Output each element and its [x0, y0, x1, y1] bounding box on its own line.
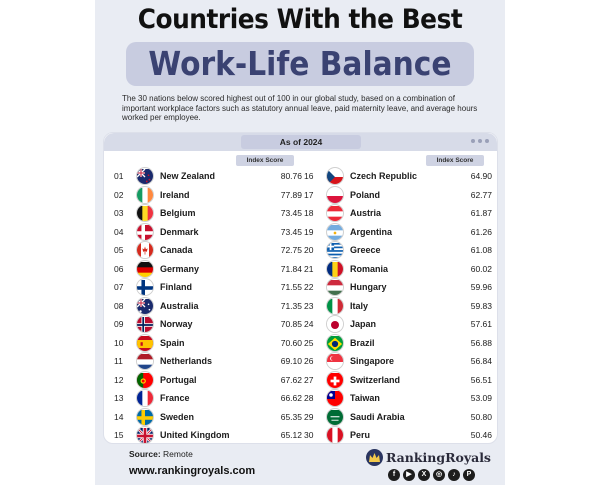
- source-label: Source:: [129, 449, 161, 459]
- rank-number: 24: [304, 319, 314, 330]
- rank-number: 26: [304, 356, 314, 367]
- rank-number: 04: [114, 226, 124, 237]
- country-name: Taiwan: [350, 393, 380, 404]
- index-score: 71.84: [280, 263, 302, 274]
- index-score: 73.45: [280, 226, 302, 237]
- ranking-row: [114, 426, 304, 445]
- title-band: [126, 42, 474, 86]
- rank-number: 19: [304, 226, 314, 237]
- finland-flag-icon: [136, 278, 154, 296]
- country-name: United Kingdom: [160, 430, 230, 441]
- switzerland-flag-icon: [326, 371, 344, 389]
- country-name: Austria: [350, 208, 382, 219]
- index-score: 69.10: [280, 356, 302, 367]
- rank-number: 27: [304, 374, 314, 385]
- rank-number: 06: [114, 263, 124, 274]
- country-name: Belgium: [160, 208, 196, 219]
- index-score: 50.46: [470, 430, 492, 441]
- country-name: Canada: [160, 245, 193, 256]
- spain-flag-icon: [136, 334, 154, 352]
- country-name: Germany: [160, 263, 200, 274]
- infographic-poster: [95, 0, 505, 485]
- rank-number: 25: [304, 337, 314, 348]
- index-score: 65.35: [280, 411, 302, 422]
- card-header: [104, 133, 497, 151]
- index-score: 62.77: [470, 189, 492, 200]
- ranking-row: [114, 315, 304, 334]
- country-name: Romania: [350, 263, 389, 274]
- country-name: Portugal: [160, 374, 197, 385]
- as-of-badge: As of 2024: [241, 135, 361, 149]
- country-name: Hungary: [350, 282, 387, 293]
- ranking-row: [304, 223, 494, 242]
- country-name: Denmark: [160, 226, 199, 237]
- new-zealand-flag-icon: [136, 167, 154, 185]
- country-name: Spain: [160, 337, 185, 348]
- ranking-row: [114, 278, 304, 297]
- country-name: Singapore: [350, 356, 395, 367]
- index-score: 67.62: [280, 374, 302, 385]
- country-name: Saudi Arabia: [350, 411, 405, 422]
- ranking-row: [304, 167, 494, 186]
- index-score: 61.26: [470, 226, 492, 237]
- index-score: 66.62: [280, 393, 302, 404]
- pinterest-icon[interactable]: P: [463, 469, 475, 481]
- ireland-flag-icon: [136, 186, 154, 204]
- netherlands-flag-icon: [136, 352, 154, 370]
- sweden-flag-icon: [136, 408, 154, 426]
- index-score: 70.60: [280, 337, 302, 348]
- brand-name: RankingRoyals: [386, 450, 491, 465]
- country-name: Norway: [160, 319, 193, 330]
- rank-number: 18: [304, 208, 314, 219]
- country-name: Japan: [350, 319, 377, 330]
- index-score: 71.35: [280, 300, 302, 311]
- index-score: 80.76: [280, 171, 302, 182]
- austria-flag-icon: [326, 204, 344, 222]
- rank-number: 11: [114, 356, 123, 367]
- country-name: Sweden: [160, 411, 195, 422]
- index-score: 59.96: [470, 282, 492, 293]
- index-score: 65.12: [280, 430, 302, 441]
- country-name: Italy: [350, 300, 369, 311]
- peru-flag-icon: [326, 426, 344, 444]
- united-kingdom-flag-icon: [136, 426, 154, 444]
- ranking-row: [114, 260, 304, 279]
- rank-number: 17: [304, 189, 314, 200]
- country-name: Switzerland: [350, 374, 401, 385]
- rank-number: 10: [114, 337, 124, 348]
- dots-icon: [471, 139, 489, 143]
- ranking-row: [114, 371, 304, 390]
- index-score: 56.51: [470, 374, 492, 385]
- ranking-row: [304, 241, 494, 260]
- brazil-flag-icon: [326, 334, 344, 352]
- rank-number: 15: [114, 430, 124, 441]
- portugal-flag-icon: [136, 371, 154, 389]
- ranking-row: [114, 297, 304, 316]
- saudi-arabia-flag-icon: [326, 408, 344, 426]
- rank-number: 05: [114, 245, 124, 256]
- index-score: 60.02: [470, 263, 492, 274]
- country-name: France: [160, 393, 190, 404]
- tiktok-icon[interactable]: ♪: [448, 469, 460, 481]
- ranking-row: [304, 371, 494, 390]
- ranking-row: [304, 260, 494, 279]
- ranking-row: [304, 278, 494, 297]
- ranking-row: [304, 334, 494, 353]
- ranking-row: [304, 408, 494, 427]
- taiwan-flag-icon: [326, 389, 344, 407]
- country-name: New Zealand: [160, 171, 216, 182]
- country-name: Peru: [350, 430, 371, 441]
- index-score: 70.85: [280, 319, 302, 330]
- ranking-row: [304, 186, 494, 205]
- index-score: 61.87: [470, 208, 492, 219]
- crown-icon: [366, 449, 383, 466]
- rank-number: 03: [114, 208, 124, 219]
- rank-number: 20: [304, 245, 314, 256]
- rank-number: 14: [114, 411, 124, 422]
- rank-number: 28: [304, 393, 314, 404]
- ranking-row: [114, 352, 304, 371]
- rank-number: 29: [304, 411, 314, 422]
- ranking-row: [304, 426, 494, 445]
- germany-flag-icon: [136, 260, 154, 278]
- france-flag-icon: [136, 389, 154, 407]
- hungary-flag-icon: [326, 278, 344, 296]
- index-score: 53.09: [470, 393, 492, 404]
- ranking-row: [114, 241, 304, 260]
- ranking-column-left: [114, 167, 304, 445]
- country-name: Netherlands: [160, 356, 213, 367]
- ranking-row: [114, 408, 304, 427]
- ranking-card: [103, 132, 498, 444]
- rank-number: 21: [304, 263, 314, 274]
- singapore-flag-icon: [326, 352, 344, 370]
- rank-number: 12: [114, 374, 124, 385]
- country-name: Poland: [350, 189, 381, 200]
- poland-flag-icon: [326, 186, 344, 204]
- country-name: Finland: [160, 282, 192, 293]
- brand-logo: [366, 449, 491, 466]
- title-line-1: Countries With the Best: [137, 4, 463, 35]
- source-line: [129, 449, 193, 459]
- facebook-icon[interactable]: f: [388, 469, 400, 481]
- norway-flag-icon: [136, 315, 154, 333]
- country-name: Brazil: [350, 337, 375, 348]
- title-line-2: Work-Life Balance: [148, 44, 452, 83]
- index-score: 57.61: [470, 319, 492, 330]
- youtube-icon[interactable]: ▶: [403, 469, 415, 481]
- ranking-row: [114, 389, 304, 408]
- country-name: Argentina: [350, 226, 393, 237]
- country-name: Czech Republic: [350, 171, 418, 182]
- rank-number: 08: [114, 300, 124, 311]
- social-icons: [388, 469, 475, 481]
- source-value: Remote: [163, 449, 193, 459]
- ranking-row: [114, 204, 304, 223]
- intro-text: The 30 nations below scored highest out of 100 in our global study, based on a combination of important workplace factors such as statutory annual leave, paid maternity leave, and average hours worked per employee.: [122, 94, 478, 122]
- rank-number: 22: [304, 282, 314, 293]
- index-score-label-left: Index Score: [236, 155, 294, 166]
- country-name: Australia: [160, 300, 199, 311]
- index-score: 72.75: [280, 245, 302, 256]
- rank-number: 13: [114, 393, 124, 404]
- instagram-icon[interactable]: ◎: [433, 469, 445, 481]
- ranking-row: [114, 186, 304, 205]
- romania-flag-icon: [326, 260, 344, 278]
- czech-republic-flag-icon: [326, 167, 344, 185]
- index-score: 73.45: [280, 208, 302, 219]
- index-score: 64.90: [470, 171, 492, 182]
- index-score-label-right: Index Score: [426, 155, 484, 166]
- ranking-row: [114, 334, 304, 353]
- ranking-column-right: [304, 167, 494, 445]
- rank-number: 09: [114, 319, 124, 330]
- rank-number: 23: [304, 300, 314, 311]
- index-score: 56.88: [470, 337, 492, 348]
- ranking-row: [114, 223, 304, 242]
- japan-flag-icon: [326, 315, 344, 333]
- index-score: 59.83: [470, 300, 492, 311]
- ranking-row: [114, 167, 304, 186]
- index-score: 61.08: [470, 245, 492, 256]
- rank-number: 02: [114, 189, 124, 200]
- ranking-row: [304, 297, 494, 316]
- index-score: 56.84: [470, 356, 492, 367]
- country-name: Ireland: [160, 189, 190, 200]
- ranking-row: [304, 315, 494, 334]
- ranking-row: [304, 352, 494, 371]
- greece-flag-icon: [326, 241, 344, 259]
- rank-number: 16: [304, 171, 314, 182]
- denmark-flag-icon: [136, 223, 154, 241]
- index-score: 50.80: [470, 411, 492, 422]
- ranking-row: [304, 204, 494, 223]
- website-link[interactable]: www.rankingroyals.com: [129, 465, 256, 477]
- australia-flag-icon: [136, 297, 154, 315]
- canada-flag-icon: [136, 241, 154, 259]
- rank-number: 01: [114, 171, 124, 182]
- rank-number: 07: [114, 282, 124, 293]
- ranking-row: [304, 389, 494, 408]
- index-score: 77.89: [280, 189, 302, 200]
- country-name: Greece: [350, 245, 381, 256]
- belgium-flag-icon: [136, 204, 154, 222]
- rank-number: 30: [304, 430, 314, 441]
- x-icon[interactable]: X: [418, 469, 430, 481]
- italy-flag-icon: [326, 297, 344, 315]
- argentina-flag-icon: [326, 223, 344, 241]
- index-score: 71.55: [280, 282, 302, 293]
